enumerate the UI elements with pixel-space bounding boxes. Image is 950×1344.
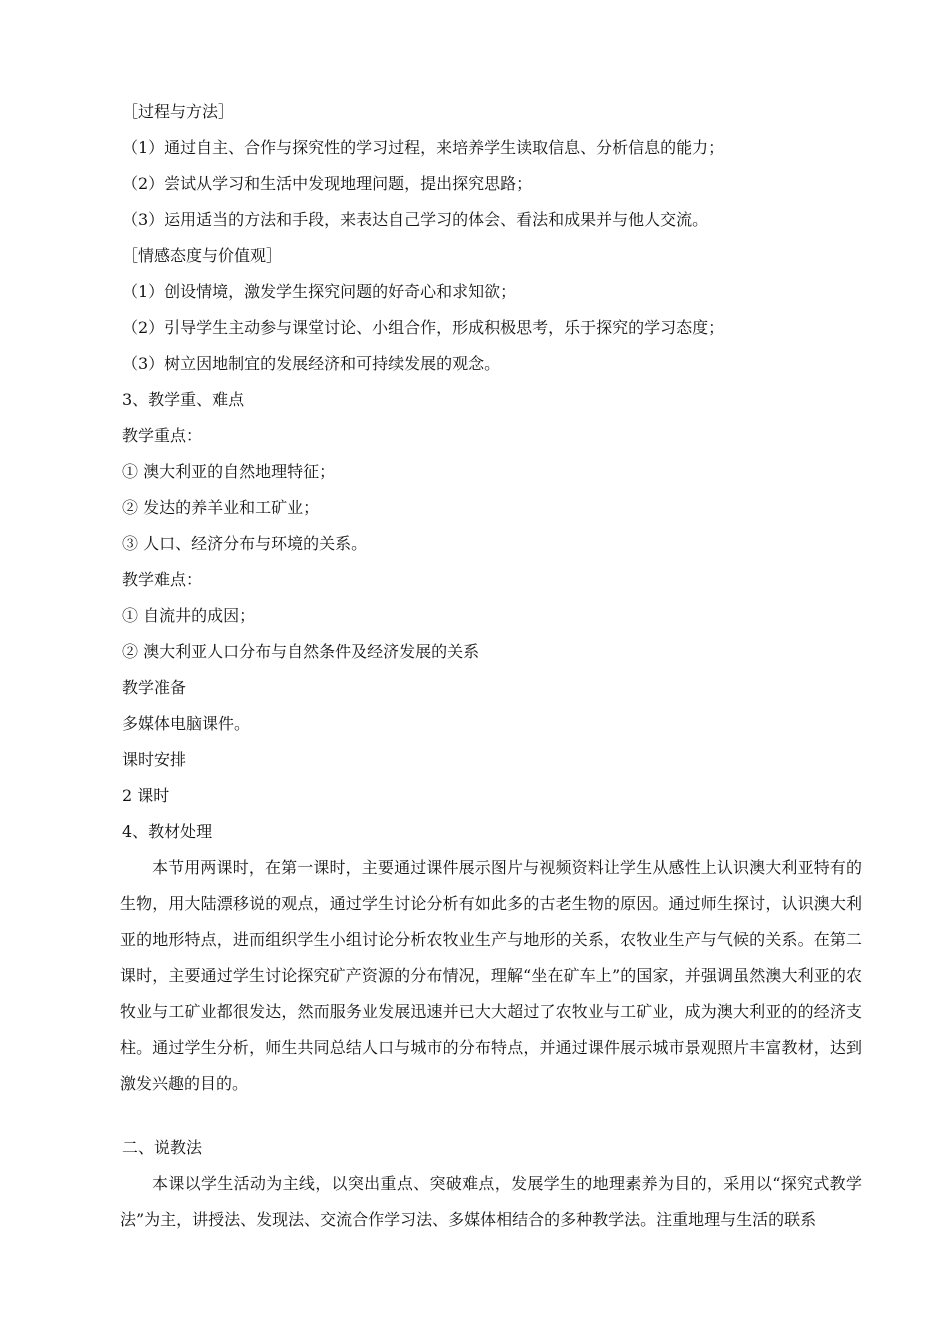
key-point-1: ① 澳大利亚的自然地理特征； [122, 462, 336, 481]
process-heading: ［过程与方法］ [122, 102, 235, 121]
section3-heading: 3、教学重、难点 [122, 390, 245, 409]
process-item-2: （2）尝试从学习和生活中发现地理问题，提出探究思路； [122, 174, 533, 193]
difficult-point-1: ① 自流井的成因； [122, 606, 256, 625]
section4-heading: 4、教材处理 [122, 822, 213, 841]
process-item-3: （3）运用适当的方法和手段，来表达自己学习的体会、看法和成果并与他人交流。 [122, 210, 709, 229]
emotion-item-1: （1）创设情境，激发学生探究问题的好奇心和求知欲； [122, 282, 517, 301]
preparation-text: 多媒体电脑课件。 [122, 714, 251, 733]
emotion-item-3: （3）树立因地制宜的发展经济和可持续发展的观念。 [122, 354, 501, 373]
process-item-1: （1）通过自主、合作与探究性的学习过程，来培养学生读取信息、分析信息的能力； [122, 138, 725, 157]
emotion-item-2: （2）引导学生主动参与课堂讨论、小组合作，形成积极思考，乐于探究的学习态度； [122, 318, 725, 337]
part2-paragraph: 本课以学生活动为主线，以突出重点、突破难点，发展学生的地理素养为目的，采用以“探究式教学法”为主，讲授法、发现法、交流合作学习法、多媒体相结合的多种教学法。注重地理与生活的联系 [120, 1174, 862, 1229]
difficult-point-2: ② 澳大利亚人口分布与自然条件及经济发展的关系 [122, 642, 480, 661]
emotion-heading: ［情感态度与价值观］ [122, 246, 283, 265]
difficult-points-heading: 教学难点： [122, 570, 203, 589]
schedule-heading: 课时安排 [122, 750, 187, 769]
section4-paragraph: 本节用两课时，在第一课时，主要通过课件展示图片与视频资料让学生从感性上认识澳大利亚特有的生物，用大陆漂移说的观点，通过学生讨论分析有如此多的古老生物的原因。通过师生探讨，认识澳大利亚的地形特点，进而组织学生小组讨论分析农牧业生产与地形的关系，农牧业生产与气候的关系。在第二课时，主要通过学生讨论探究矿产资源的分布情况，理解“坐在矿车上”的国家，并强调虽然澳大利亚的农牧业与工矿业都很发达，然而服务业发展迅速并已大大超过了农牧业与工矿业，成为澳大利亚的的经济支柱。通过学生分析，师生共同总结人口与城市的分布特点，并通过课件展示城市景观照片丰富教材，达到激发兴趣的目的。 [120, 858, 862, 1093]
key-point-3: ③ 人口、经济分布与环境的关系。 [122, 534, 368, 553]
schedule-text: 2 课时 [122, 786, 170, 805]
key-point-2: ② 发达的养羊业和工矿业； [122, 498, 320, 517]
preparation-heading: 教学准备 [122, 678, 187, 697]
part2-heading: 二、说教法 [122, 1138, 203, 1157]
key-points-heading: 教学重点： [122, 426, 203, 445]
